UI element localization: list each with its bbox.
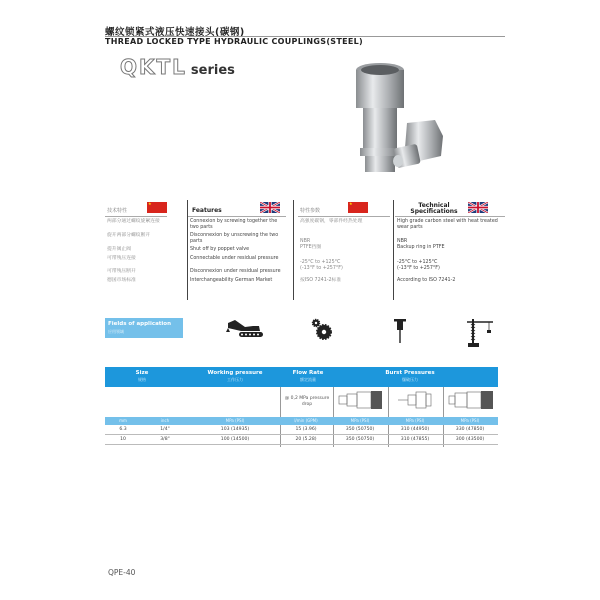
gears-icon [310, 318, 334, 342]
title-chinese: 螺纹锁紧式液压快速接头(碳钢) [105, 27, 245, 38]
coupler-diagram-female-icon [447, 388, 497, 412]
specs-cn-column: 特性参数 ★ 高强度碳钢，零部件经热处理 NBR PTFE挡圈 -25°C to +125°C (-13°F to +257°F) 按ISO 7241-2标准 [298, 200, 390, 217]
column-divider [293, 200, 294, 300]
table-row: 10 3/8" 100 (14500) 20 (5.28) 350 (50750) 310 (47855) 300 (43500) [105, 436, 498, 445]
uk-flag-icon [468, 202, 488, 213]
title-english: THREAD LOCKED TYPE HYDRAULIC COUPLINGS(STEEL) [105, 37, 363, 46]
specs-cn-label: 特性参数 [300, 208, 321, 214]
specs-en-label: Technical Specifications [410, 202, 458, 215]
header-flow-rate: Flow Rate 额定流量 [292, 370, 324, 382]
features-cn-label: 技术特性 [107, 208, 128, 214]
coupler-diagram-full-icon [337, 388, 385, 412]
coupling-product-image [345, 58, 445, 188]
fields-of-application-label: Fields of application 应用领域 [105, 318, 183, 338]
header-burst-pressures: Burst Pressures 爆破压力 [385, 370, 435, 382]
specs-en-column: Technical Specifications High grade carbon steel with heat treated wear parts NBR Backup ring in PTFE -25°C to +125°C (-13°F to +257°F) According to ISO 7241-2 [395, 200, 505, 217]
uk-flag-icon [260, 202, 280, 213]
header-working-pressure: Working pressure 工作压力 [207, 370, 263, 382]
china-flag-icon [348, 202, 368, 213]
series-word: series [190, 63, 235, 78]
jackhammer-icon [393, 318, 407, 344]
header-size: Size 规格 [135, 370, 149, 382]
table-units-row: mm inch MPa (PSI) l/min (GPM) MPa (PSI) MPa (PSI) MPa (PSI) [105, 417, 498, 425]
column-divider [393, 200, 394, 300]
excavator-icon [225, 318, 265, 340]
features-en-column: Features Connexion by screwing together the two parts Disconnexion by unscrewing the two parts Shut off by poppet valve Connectable under residual pressure Disconnexion under residual pressure Interchangeability German Market [188, 200, 286, 217]
coupler-diagram-male-icon [392, 388, 440, 412]
table-row: 6.3 1/4" 103 (14935) 15 (3.96) 350 (50750) 310 (44950) 330 (47850) [105, 426, 498, 435]
crane-icon [465, 318, 495, 348]
china-flag-icon [147, 202, 167, 213]
features-en-label: Features [192, 207, 222, 214]
pressure-drop-note: @ 0,2 MPa pressure drop [284, 396, 330, 407]
features-section [105, 200, 505, 300]
series-code: QKTL [120, 55, 187, 79]
series-heading [120, 55, 235, 79]
features-cn-column: 技术特性 ★ 两部分通过螺纹旋紧连接 旋开两部分螺纹断开 提升阀止阀 可带残压连接 可带残压断开 德国市场标准 [105, 200, 167, 217]
table-header [105, 367, 498, 387]
page-code: QPE-40 [108, 568, 136, 577]
